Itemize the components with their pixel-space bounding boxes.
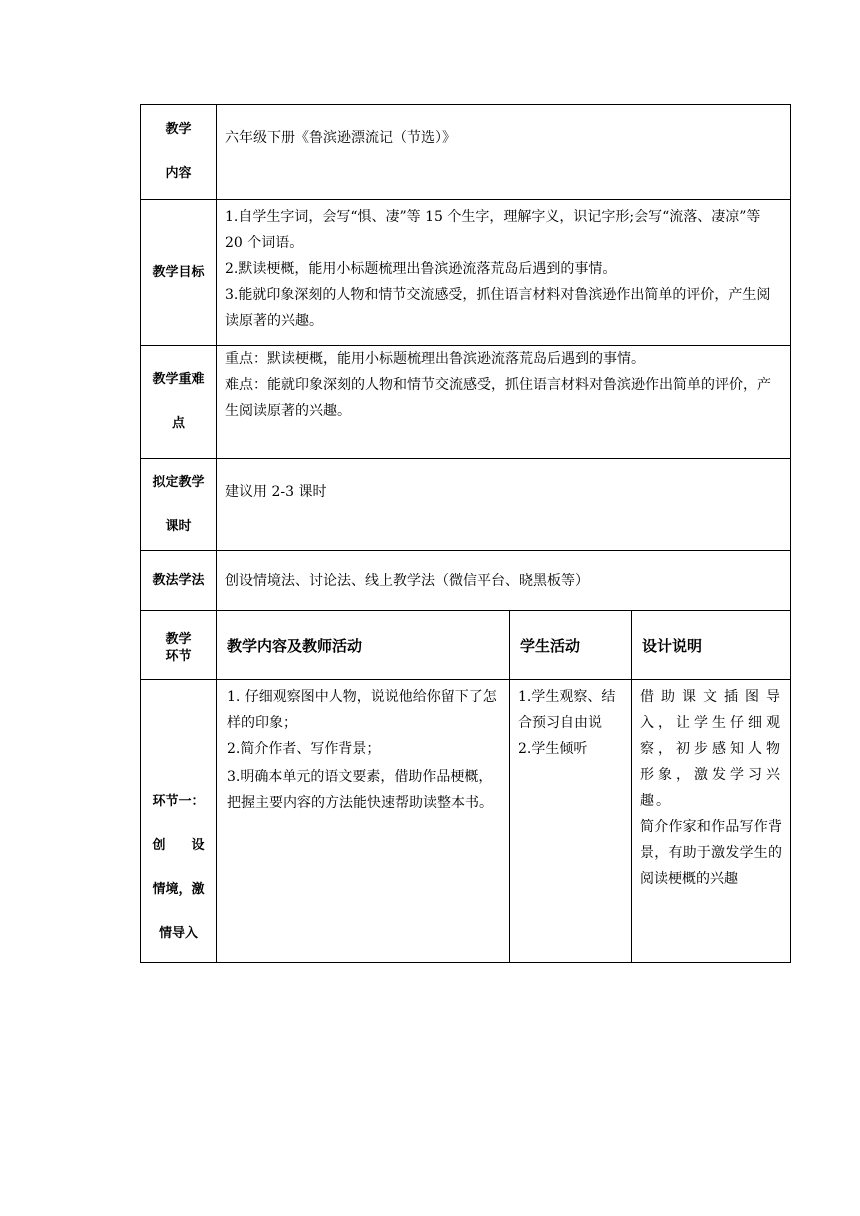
- header-teacher-activity: [217, 611, 510, 680]
- header-design-notes: [632, 611, 791, 680]
- row-key-points: [141, 346, 791, 459]
- header-text: 设计说明: [642, 636, 703, 655]
- teacher-activity-item: 1. 仔细观察图中人物，说说他给你留下了怎样的印象；: [227, 689, 497, 731]
- label-methods: [141, 551, 217, 611]
- goal-item: 3.能就印象深刻的人物和情节交流感受，抓住语言材料对鲁滨逊作出简单的评价，产生阅读原著的兴趣。: [225, 287, 771, 329]
- label-text: 教学目标: [152, 264, 205, 280]
- label-stage-one: [141, 680, 217, 963]
- header-student-activity: [510, 611, 632, 680]
- label-line: 情境，激: [152, 882, 205, 897]
- difficult-point-item: 难点：能就印象深刻的人物和情节交流感受，抓住语言材料对鲁滨逊作出简单的评价，产生阅读原著的兴趣。: [225, 377, 771, 419]
- label-line: 课时: [165, 518, 192, 534]
- goal-item: 1.自学生字词，会写“惧、凄”等 15 个生字，理解字义，识记字形;会写“流落、凄凉”等 20 个词语。: [225, 209, 761, 251]
- row-teaching-content: [141, 105, 791, 200]
- value-teaching-content: [217, 105, 791, 200]
- methods-text: 创设情境法、讨论法、线上教学法（微信平台、晓黑板等）: [225, 572, 589, 589]
- student-activity-item: 2.学生倾听: [518, 741, 588, 757]
- label-line: 教学: [165, 632, 192, 647]
- row-teaching-goals: [141, 200, 791, 346]
- label-teaching-goals: [141, 200, 217, 346]
- class-hours-text: 建议用 2-3 课时: [225, 484, 327, 500]
- label-teaching-content: [141, 105, 217, 200]
- value-methods: [217, 551, 791, 611]
- header-text: 教学内容及教师活动: [227, 636, 363, 655]
- label-line: 点: [171, 416, 185, 431]
- teacher-activity-item: 2.简介作者、写作背景；: [227, 741, 381, 757]
- design-note-item: 借助课文插图导入，让学生仔细观察，初步感知人物形象，激发学习兴趣。: [640, 689, 783, 809]
- label-line: 环节一：: [152, 794, 205, 809]
- stage-one-student-activity: [510, 680, 632, 963]
- stage-one-design-notes: [632, 680, 791, 963]
- header-stage: [141, 611, 217, 680]
- lesson-plan-table: [140, 104, 791, 963]
- label-class-hours: [141, 459, 217, 551]
- student-activity-item: 1.学生观察、结合预习自由说: [518, 689, 616, 731]
- label-key-points: [141, 346, 217, 459]
- row-stage-one: [141, 680, 791, 963]
- value-class-hours: [217, 459, 791, 551]
- label-line: 创 设: [152, 838, 205, 853]
- label-line: 拟定教学: [152, 474, 205, 490]
- goal-item: 2.默读梗概，能用小标题梳理出鲁滨逊流落荒岛后遇到的事情。: [225, 261, 617, 277]
- label-line: 教学重难: [152, 372, 205, 387]
- label-text: 教法学法: [152, 572, 205, 588]
- value-key-points: [217, 346, 791, 459]
- value-teaching-goals: [217, 200, 791, 346]
- header-text: 学生活动: [520, 636, 581, 655]
- design-note-item: 简介作家和作品写作背景，有助于激发学生的阅读梗概的兴趣: [640, 819, 783, 887]
- key-point-item: 重点：默读梗概，能用小标题梳理出鲁滨逊流落荒岛后遇到的事情。: [225, 351, 645, 367]
- row-process-header: [141, 611, 791, 680]
- label-line: 内容: [165, 166, 192, 181]
- teaching-content-text: 六年级下册《鲁滨逊漂流记（节选）》: [225, 130, 456, 146]
- teacher-activity-item: 3.明确本单元的语文要素，借助作品梗概，把握主要内容的方法能快速帮助读整本书。: [227, 769, 493, 811]
- row-class-hours: [141, 459, 791, 551]
- label-line: 环节: [165, 649, 192, 664]
- label-line: 情导入: [158, 926, 198, 941]
- row-methods: [141, 551, 791, 611]
- label-line: 教学: [165, 122, 192, 137]
- stage-one-teacher-activity: [217, 680, 510, 963]
